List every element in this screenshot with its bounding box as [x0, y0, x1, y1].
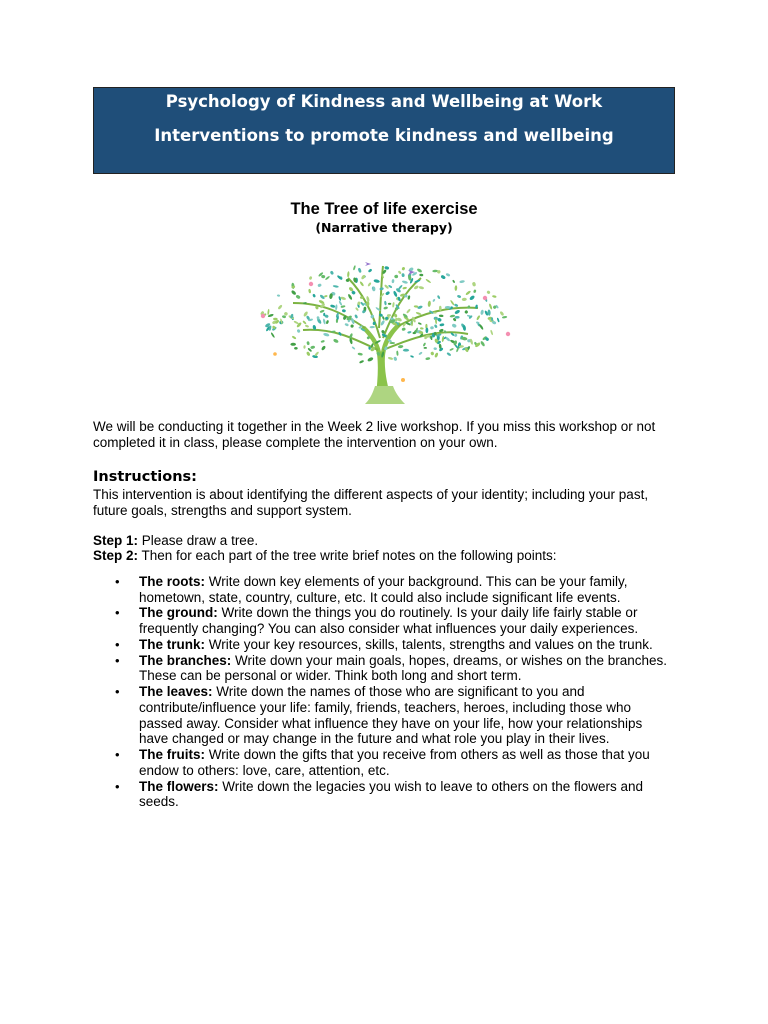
leaf [410, 355, 414, 358]
leaf [492, 295, 497, 298]
exercise-subtitle: (Narrative therapy) [315, 220, 453, 235]
leaf [340, 296, 346, 300]
leaf [459, 280, 465, 284]
leaf [310, 345, 315, 349]
leaf [370, 326, 375, 328]
leaf [401, 327, 406, 331]
leaf [267, 309, 270, 315]
leaf [488, 303, 492, 310]
leaf [367, 282, 371, 287]
leaf [359, 360, 364, 364]
leaf [340, 305, 345, 308]
list-item-flowers [93, 779, 673, 810]
leaf [290, 343, 296, 346]
leaf [423, 342, 427, 346]
leaf [499, 311, 504, 317]
leaf [391, 279, 394, 283]
leaf [437, 295, 441, 300]
leaf [382, 316, 385, 320]
leaf [384, 301, 387, 306]
leaf [398, 345, 404, 349]
leaf [392, 302, 395, 308]
leaf [455, 316, 460, 319]
bullet-icon: • [115, 636, 120, 652]
leaf [306, 351, 311, 356]
list-item-roots [93, 574, 673, 605]
leaf [388, 303, 391, 305]
leaf [424, 347, 427, 349]
leaf [416, 268, 422, 273]
point-term: The trunk: [139, 636, 205, 652]
leaf [497, 317, 500, 322]
leaf [418, 351, 422, 355]
leaf [321, 275, 325, 279]
leaf [420, 327, 424, 330]
point-text: Write down key elements of your background. This can be your family, hometown, state, country, culture, etc. It could also include significant life events. [139, 574, 628, 605]
leaf [414, 305, 419, 308]
leaf [433, 347, 437, 350]
leaf [380, 320, 385, 326]
leaf [394, 274, 399, 278]
leaf [449, 348, 454, 351]
bullet-icon: • [115, 605, 120, 621]
leaf [440, 274, 446, 279]
step-2-label: Step 2: [93, 548, 139, 563]
leaf [358, 352, 363, 355]
leaf [464, 310, 469, 315]
leaf [277, 294, 281, 297]
bullet-icon: • [115, 574, 120, 589]
leaf [291, 290, 297, 296]
leaf [402, 287, 407, 290]
leaf [427, 301, 431, 307]
leaf [297, 329, 301, 333]
leaf [302, 320, 307, 325]
leaf [294, 347, 298, 350]
leaf [419, 286, 425, 290]
leaf [417, 305, 423, 310]
section-title: Interventions to promote kindness and wellbeing [154, 126, 614, 145]
leaf [401, 273, 405, 277]
leaf [323, 318, 326, 324]
point-text: Write down the gifts that you receive from others as well as those that you endow to others: love, care, attention, etc. [139, 747, 650, 778]
leaf [452, 279, 455, 283]
leaf [347, 293, 353, 300]
leaf [490, 330, 493, 336]
leaf [439, 323, 444, 326]
step-2 [93, 548, 557, 563]
leaf [350, 324, 353, 327]
leaf [321, 345, 326, 351]
bullet-icon: • [115, 652, 120, 668]
leaf [330, 304, 336, 308]
leaf [385, 291, 390, 296]
leaf [277, 304, 282, 310]
leaf [457, 295, 462, 299]
leaf [396, 351, 398, 356]
leaf [403, 349, 409, 352]
step-1-label: Step 1: [93, 533, 139, 548]
leaf [454, 333, 458, 337]
leaf [486, 290, 491, 294]
leaf [406, 308, 411, 313]
leaf [402, 280, 408, 284]
leaf [309, 276, 313, 280]
leaf [476, 315, 481, 321]
leaf [358, 267, 362, 273]
step-1 [93, 533, 258, 548]
step-1-text: Please draw a tree. [138, 533, 259, 548]
leaf [451, 323, 457, 328]
leaf [439, 314, 444, 317]
point-text: Write down the legacies you wish to leave to others on the flowers and seeds. [139, 778, 644, 810]
tree-parts-list [93, 574, 673, 810]
point-term: The leaves: [139, 684, 213, 700]
point-text: Write your key resources, skills, talents, strengths and values on the trunk. [205, 636, 653, 652]
leaf [397, 284, 403, 290]
leaf [293, 320, 299, 324]
tree-of-life-illustration [253, 258, 515, 404]
leaf [325, 275, 331, 280]
point-term: The ground: [139, 605, 218, 621]
point-term: The branches: [139, 652, 232, 668]
leaf [323, 332, 330, 337]
leaf [373, 279, 380, 283]
course-title: Psychology of Kindness and Wellbeing at Work [165, 92, 603, 111]
leaf [393, 356, 397, 361]
leaf [430, 326, 434, 329]
leaf [480, 340, 486, 347]
list-item-fruits [93, 747, 673, 778]
leaf [354, 314, 358, 319]
point-term: The roots: [139, 574, 205, 589]
leaf [469, 295, 475, 301]
leaf [384, 266, 389, 270]
leaf [347, 271, 350, 277]
intro-paragraph: We will be conducting it together in the Week 2 live workshop. If you miss this workshop or not completed it in class, please complete the intervention on your own. [93, 419, 656, 450]
point-term: The flowers: [139, 778, 219, 794]
leaf [312, 293, 316, 297]
leaf [326, 320, 330, 325]
leaf [387, 314, 391, 317]
leaf [502, 316, 508, 319]
point-term: The fruits: [139, 747, 205, 763]
leaf [418, 322, 422, 325]
leaf [446, 352, 451, 357]
leaf [454, 285, 457, 291]
leaf [368, 268, 373, 273]
leaf [335, 304, 338, 310]
leaf [353, 265, 356, 270]
leaf [389, 342, 395, 344]
leaf [434, 324, 438, 328]
leaf [330, 270, 334, 275]
leaf [273, 318, 278, 321]
list-item-leaves [93, 684, 673, 746]
leaf [419, 274, 423, 277]
leaf [324, 295, 328, 298]
point-text: Write down the names of those who are significant to you and contribute/influence your life: family, friends, teachers, heroes, including those who passed away. Consider what influence they have on your life, how your relationships have changed or may change in the future and what role you play in their lives. [139, 684, 643, 747]
header-banner [93, 87, 675, 174]
instructions-text: This intervention is about identifying the different aspects of your identity; including your past, future goals, strengths and support system. [93, 487, 649, 518]
leaf [282, 315, 286, 318]
leaf [308, 289, 311, 294]
leaf [351, 346, 355, 350]
exercise-title: The Tree of life exercise [290, 200, 478, 218]
leaf [305, 324, 310, 328]
leaf [333, 285, 339, 288]
leaf [445, 273, 450, 277]
bullet-icon: • [115, 747, 120, 763]
leaf [454, 309, 460, 315]
leaf [306, 341, 310, 345]
leaf [359, 281, 364, 287]
list-item-branches [93, 653, 673, 684]
leaf [270, 332, 275, 338]
leaf [338, 301, 342, 306]
bullet-icon: • [115, 778, 120, 794]
leaf [450, 300, 455, 306]
bullet-icon: • [115, 684, 120, 700]
leaf [401, 267, 405, 271]
leaf [425, 278, 431, 283]
leaf [462, 298, 467, 302]
point-text: Write down your main goals, hopes, dreams, or wishes on the branches. These can be personal or wider. Think both long and short term. [139, 652, 667, 684]
leaf [416, 312, 422, 316]
leaf [465, 290, 471, 296]
leaf [432, 299, 435, 303]
leaf [384, 284, 389, 289]
leaf [398, 270, 402, 274]
list-item-trunk [93, 637, 673, 653]
leaf [319, 309, 324, 313]
leaf [473, 289, 476, 293]
step-2-text: Then for each part of the tree write brief notes on the following points: [138, 548, 557, 563]
leaf [479, 324, 484, 331]
leaf [393, 290, 398, 297]
leaf [407, 331, 412, 334]
leaf [333, 338, 339, 343]
leaf [434, 352, 439, 358]
leaf [320, 340, 324, 343]
leaf [388, 357, 394, 361]
point-text: Write down the things you do routinely. Is your daily life fairly stable or frequently changing? You can also consider what influences your daily experiences. [139, 605, 639, 637]
leaf [454, 303, 459, 307]
leaf [383, 306, 388, 310]
leaf [344, 323, 349, 327]
leaf [342, 309, 346, 313]
leaf [472, 282, 476, 287]
leaf [317, 283, 322, 287]
leaf [379, 287, 384, 291]
leaf [295, 294, 301, 299]
leaf [430, 351, 434, 356]
leaf [367, 357, 374, 363]
instructions-heading: Instructions: [93, 469, 197, 485]
list-item-ground [93, 605, 673, 636]
leaf [407, 295, 410, 300]
leaf [303, 345, 306, 349]
leaf [450, 314, 456, 317]
leaf [292, 335, 297, 339]
leaf [480, 309, 484, 315]
leaf [425, 357, 430, 361]
